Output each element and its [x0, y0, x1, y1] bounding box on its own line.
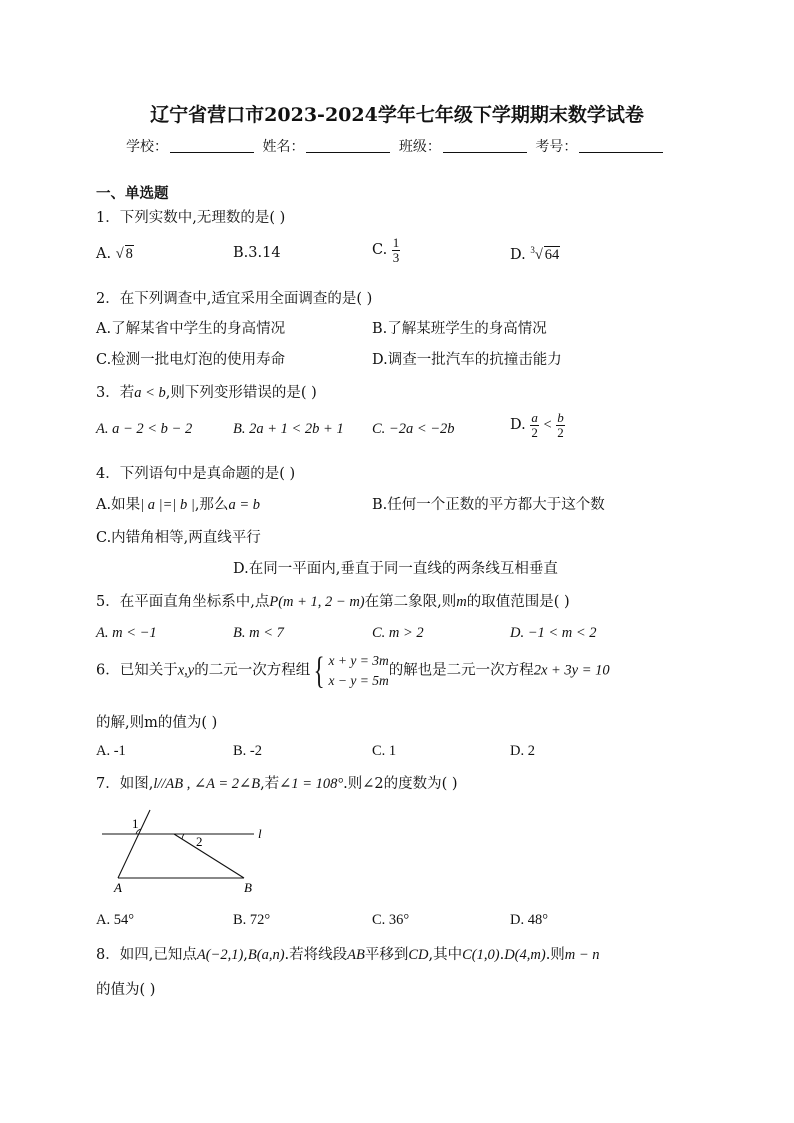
point-b-label: B — [244, 880, 252, 895]
q1-a-prefix: A. — [96, 246, 116, 262]
q3-d-num2: b — [557, 410, 564, 425]
q5-stem-var: m — [456, 594, 467, 610]
q6-eq2: x − y = 5m — [328, 672, 389, 688]
q6-stem-mid: 的二元一次方程组 — [194, 662, 311, 679]
question-7-stem — [96, 772, 458, 793]
q3-stem-expr: a < b — [134, 385, 166, 401]
q4-a-pre: A.如果 — [96, 497, 141, 513]
q6-option-d: D. 2 — [510, 743, 535, 759]
q5-stem-mid: 在第二象限,则 — [364, 594, 457, 610]
q5-stem-post: 的取值范围是( ) — [466, 594, 570, 610]
q6-stem-vars: x,y — [177, 662, 195, 679]
q3-d-den2: 2 — [557, 424, 564, 440]
question-3-stem — [96, 381, 317, 402]
q7-option-a: A. 54° — [96, 912, 135, 928]
q6-equation-system — [328, 651, 388, 690]
q7-stem-mid: ,若 — [260, 776, 280, 792]
q3-stem-pre: 3．若 — [96, 385, 135, 401]
q1-d-prefix: D. — [510, 246, 531, 263]
q1-option-b: B.3.14 — [233, 245, 281, 261]
q6-option-b: B. -2 — [233, 743, 262, 759]
q1-c-denominator: 3 — [392, 249, 400, 265]
q1-a-radicand: 8 — [125, 246, 133, 262]
q3-option-d — [510, 411, 565, 439]
q2-option-d: D.调查一批汽车的抗撞击能力 — [372, 352, 562, 368]
q8-seg2: CD — [408, 947, 429, 963]
exam-no-blank[interactable] — [579, 138, 663, 153]
q2-option-c: C.检测一批电灯泡的使用寿命 — [96, 352, 286, 368]
q4-a-expr: | a |=| b | — [140, 497, 195, 513]
q8-mid: .若将线段 — [284, 947, 348, 963]
angle-2-label: 2 — [196, 834, 203, 849]
q3-d-num1: a — [531, 410, 538, 425]
q2-option-b: B.了解某班学生的身高情况 — [372, 321, 547, 337]
point-a-label: A — [114, 880, 122, 895]
section-heading: 一、单选题 — [96, 185, 169, 202]
q4-option-b: B.任何一个正数的平方都大于这个数 — [372, 497, 605, 513]
line-l-label: l — [258, 826, 262, 841]
q7-stem-expr: l//AB , ∠A = 2∠B — [153, 776, 261, 792]
q6-option-c: C. 1 — [372, 743, 397, 759]
q8-point-a: A(−2,1) — [196, 947, 244, 963]
angle-1-label: 1 — [132, 816, 139, 831]
school-label: 学校： — [126, 139, 168, 155]
q5-option-b: B. m < 7 — [233, 625, 284, 641]
line-through-b — [174, 834, 244, 878]
q8-mid2: 平移到 — [364, 947, 409, 963]
q5-stem-pre: 5．在平面直角坐标系中,点 — [96, 594, 270, 610]
q3-d-prefix: D. — [510, 417, 531, 434]
q4-a-expr2: a = b — [228, 497, 260, 513]
q8-point-b: B(a,n) — [247, 947, 285, 963]
q6-option-a: A. -1 — [96, 743, 126, 759]
question-5-stem — [96, 590, 570, 611]
q3-d-operator: < — [543, 417, 552, 434]
student-info-line — [126, 136, 667, 156]
q1-c-numerator: 1 — [392, 235, 400, 250]
angle-2-arc — [182, 834, 184, 839]
q6-stem-mid2: 的解也是二元一次方程 — [388, 662, 534, 679]
q6-stem-pre: 6．已知关于 — [96, 662, 178, 679]
class-blank[interactable] — [443, 138, 527, 153]
q5-option-c: C. m > 2 — [372, 625, 424, 641]
q3-option-a: A. a − 2 < b − 2 — [96, 421, 193, 437]
q8-sep1: , — [243, 947, 248, 963]
q7-stem-pre: 7．如图, — [96, 776, 154, 792]
q1-option-d: D. $^3$√ 64 — [510, 245, 560, 263]
class-label: 班级： — [398, 139, 441, 155]
q6-brace: { — [313, 649, 325, 692]
question-2-stem: 2．在下列调查中,适宜采用全面调查的是( ) — [96, 291, 373, 307]
q3-d-den1: 2 — [531, 424, 538, 440]
question-8-stem — [96, 943, 600, 964]
question-6-stem — [96, 651, 610, 690]
q4-option-a — [96, 493, 260, 514]
q4-a-mid: ,那么 — [194, 497, 229, 513]
q6-stem-eq: 2x + 3y = 10 — [533, 662, 610, 679]
q3-option-c: C. −2a < −2b — [372, 421, 455, 437]
q7-option-d: D. 48° — [510, 912, 549, 928]
q4-option-d: D.在同一平面内,垂直于同一直线的两条线互相垂直 — [233, 561, 558, 577]
q8-stem-pre: 8．如四,已知点 — [96, 947, 197, 963]
question-1-stem: 1．下列实数中,无理数的是( ) — [96, 210, 286, 226]
q8-point-c: C(1,0) — [462, 947, 500, 963]
q7-stem-post: .则∠2的度数为( ) — [343, 776, 458, 792]
q3-option-b: B. 2a + 1 < 2b + 1 — [233, 421, 344, 437]
school-blank[interactable] — [170, 138, 254, 153]
name-label: 姓名： — [262, 139, 305, 155]
q1-d-radicand: 64 — [544, 246, 560, 263]
q8-stem-line2: 的值为( ) — [96, 982, 156, 998]
q8-expr: m − n — [564, 947, 600, 963]
question-4-stem: 4．下列语句中是真命题的是( ) — [96, 466, 296, 482]
q1-option-c — [372, 236, 400, 264]
q8-seg1: AB — [347, 947, 365, 963]
name-blank[interactable] — [306, 138, 390, 153]
q8-point-d: D(4,m) — [504, 947, 546, 963]
exam-no-label: 考号： — [535, 139, 578, 155]
q7-option-c: C. 36° — [372, 912, 410, 928]
q8-mid4: .则 — [545, 947, 565, 963]
q2-option-a: A.了解某省中学生的身高情况 — [96, 321, 286, 337]
q6-eq1: x + y = 3m — [328, 653, 389, 668]
q8-sep2: . — [499, 947, 505, 963]
q7-stem-expr2: ∠1 = 108° — [279, 776, 344, 792]
q1-c-prefix: C. — [372, 242, 392, 259]
q8-mid3: ,其中 — [428, 947, 463, 963]
q6-stem-line2: 的解,则m的值为( ) — [96, 715, 218, 731]
q5-stem-expr: P(m + 1, 2 − m) — [269, 594, 365, 610]
q5-option-d: D. −1 < m < 2 — [510, 625, 597, 641]
q1-option-a: A. √ 8 — [96, 246, 133, 262]
exam-title: 辽宁省营口市2023-2024学年七年级下学期期末数学试卷 — [150, 104, 644, 126]
q3-stem-post: ,则下列变形错误的是( ) — [165, 385, 317, 401]
q1-d-index: 3 — [530, 245, 535, 255]
q5-option-a: A. m < −1 — [96, 625, 157, 641]
q7-figure — [96, 808, 276, 900]
q7-option-b: B. 72° — [233, 912, 271, 928]
q4-option-c: C.内错角相等,两直线平行 — [96, 530, 261, 546]
